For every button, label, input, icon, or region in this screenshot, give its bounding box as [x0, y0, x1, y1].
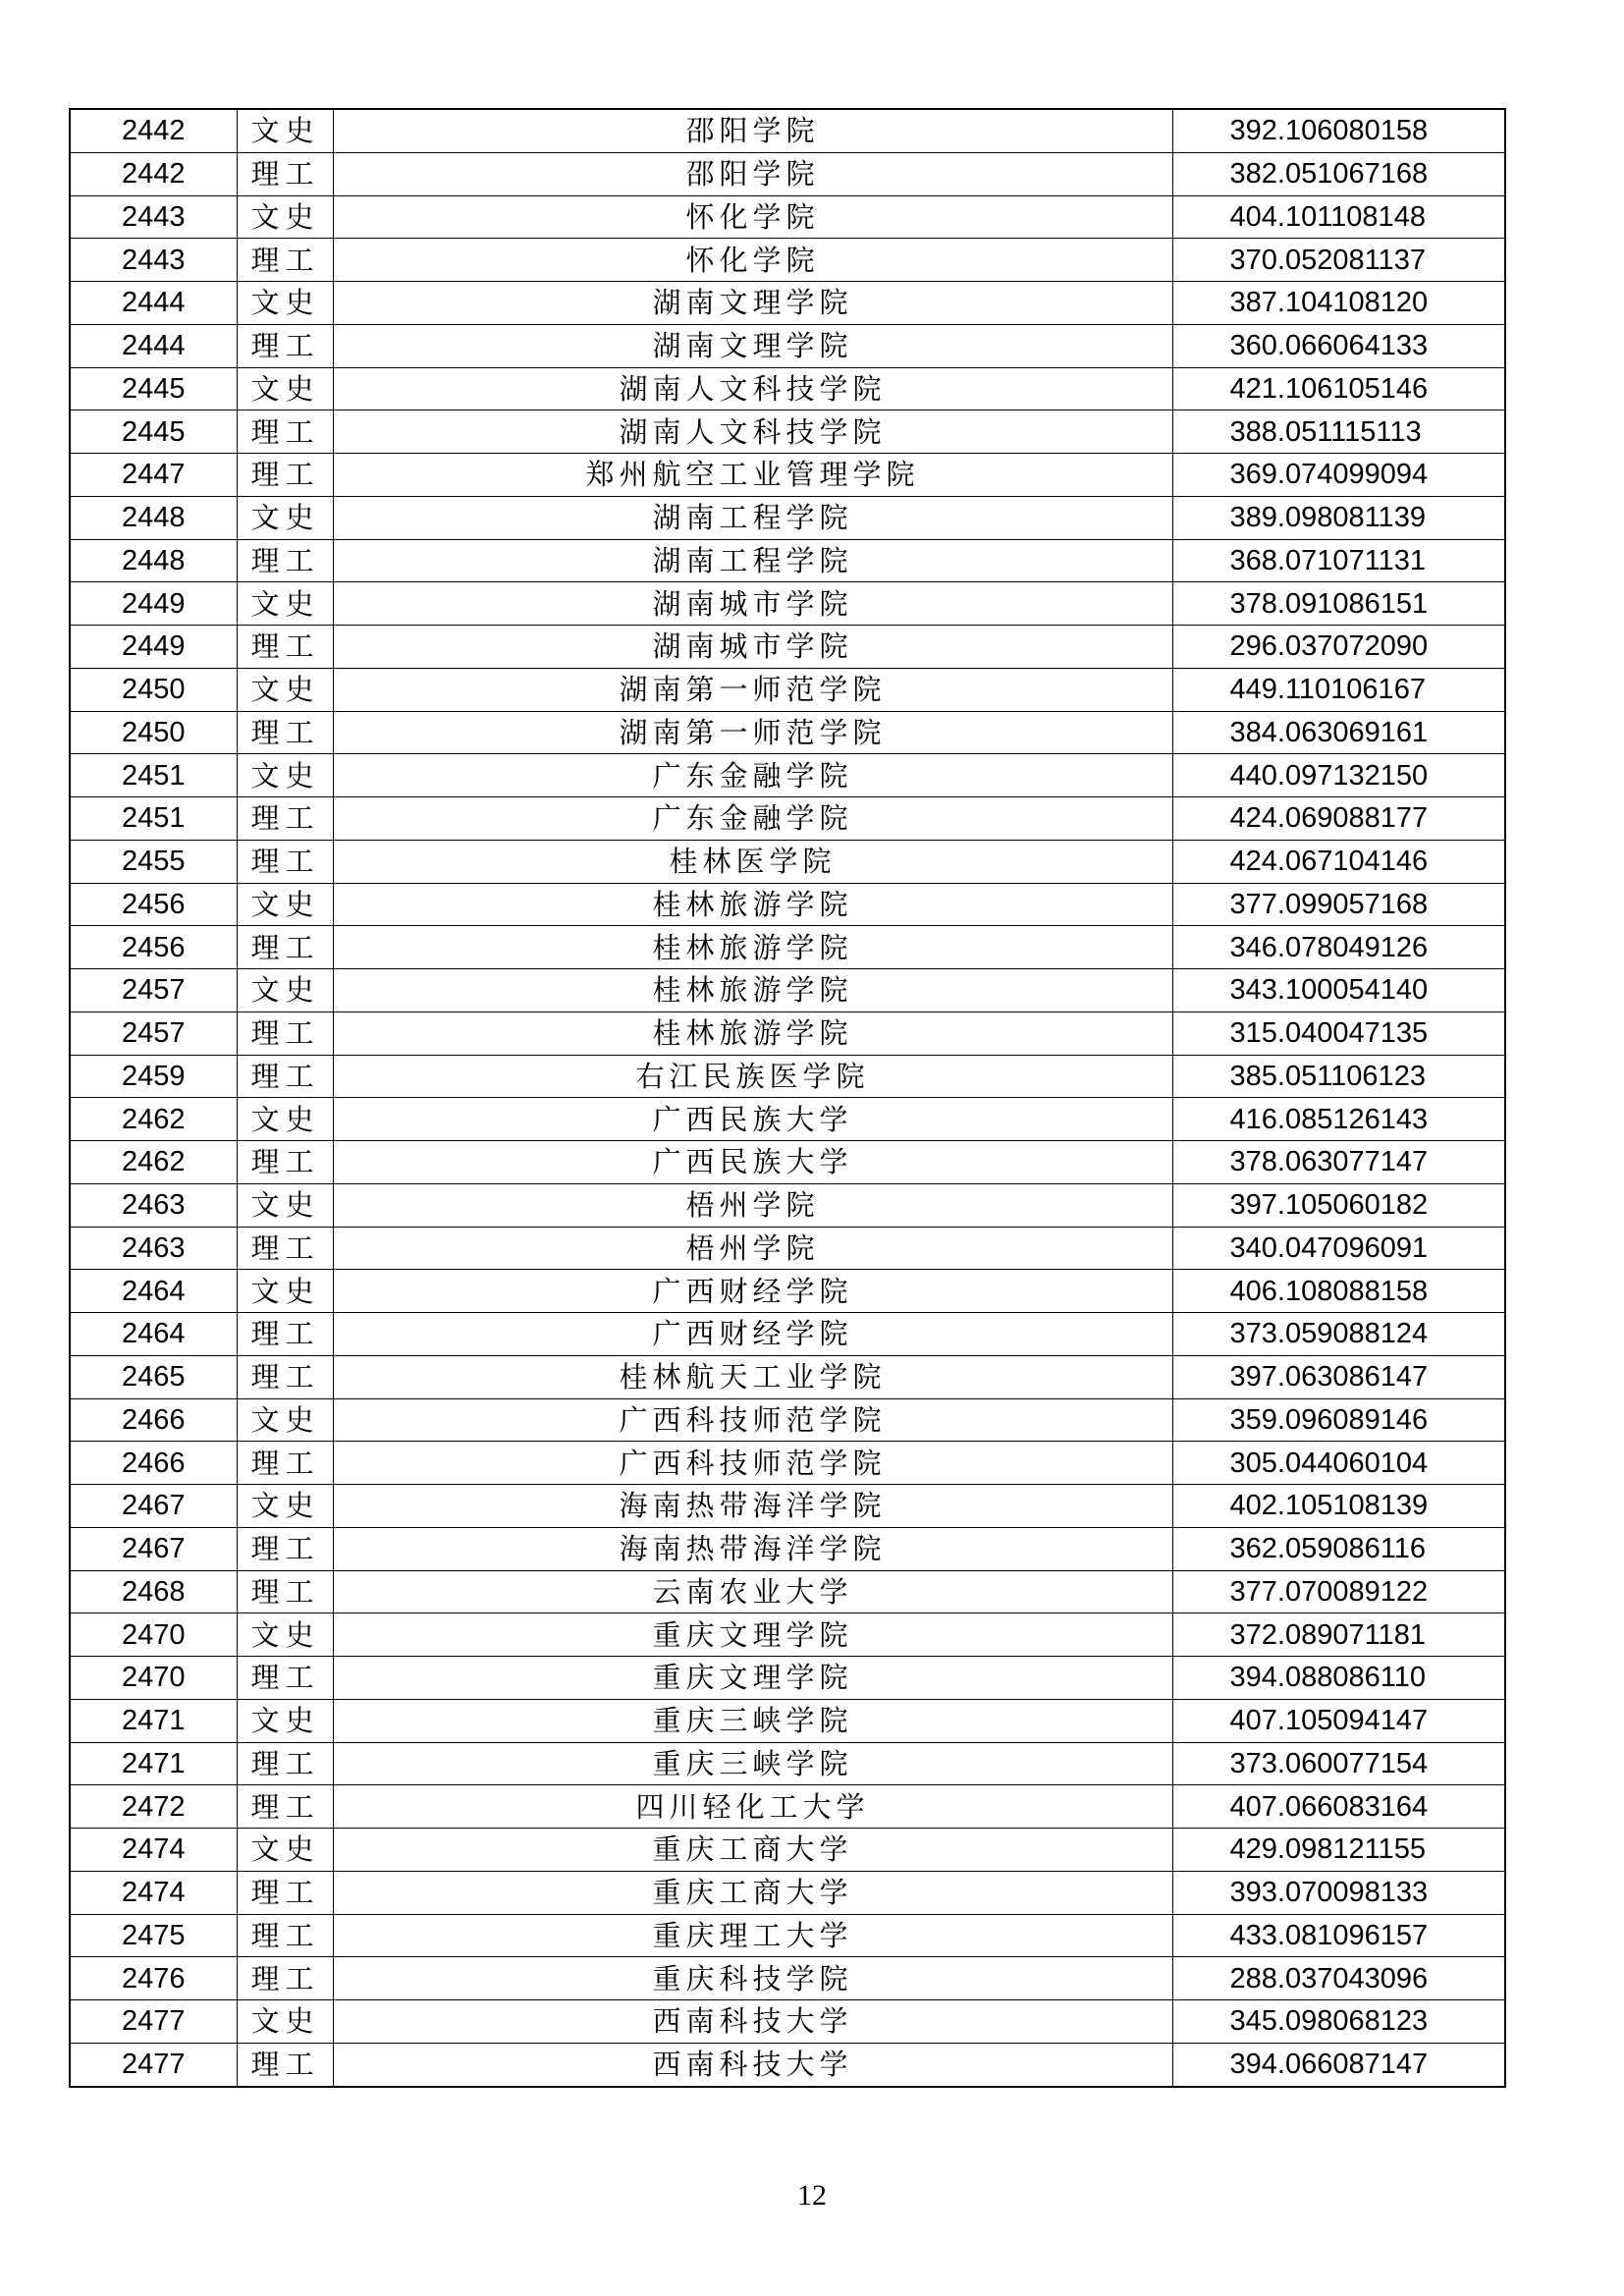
table-row: [70, 1183, 1505, 1227]
school-name-cell: 海南热带海洋学院: [333, 1527, 1172, 1570]
score-cell: 429.098121155: [1172, 1829, 1505, 1872]
school-name-cell: 桂林航天工业学院: [333, 1355, 1172, 1398]
school-name-cell: 广东金融学院: [333, 797, 1172, 841]
track-cell: 理工: [237, 410, 333, 454]
score-cell: 369.074099094: [1172, 454, 1505, 497]
track-cell: 文史: [237, 1398, 333, 1442]
track-cell: 文史: [237, 883, 333, 926]
school-name-cell: 重庆工商大学: [333, 1829, 1172, 1872]
track-cell: 理工: [237, 324, 333, 367]
score-cell: 378.091086151: [1172, 582, 1505, 626]
school-name-cell: 重庆理工大学: [333, 1914, 1172, 1957]
table-row: [70, 582, 1505, 626]
track-cell: 理工: [237, 1011, 333, 1055]
school-code-cell: 2455: [70, 840, 237, 883]
school-name-cell: 广西科技师范学院: [333, 1442, 1172, 1485]
score-cell: 433.081096157: [1172, 1914, 1505, 1957]
score-cell: 384.063069161: [1172, 711, 1505, 754]
score-cell: 440.097132150: [1172, 754, 1505, 797]
score-cell: 382.051067168: [1172, 152, 1505, 195]
school-name-cell: 广西财经学院: [333, 1313, 1172, 1356]
table-row: [70, 1871, 1505, 1914]
school-name-cell: 海南热带海洋学院: [333, 1485, 1172, 1528]
school-code-cell: 2470: [70, 1657, 237, 1700]
table-row: [70, 840, 1505, 883]
school-name-cell: 广西民族大学: [333, 1098, 1172, 1141]
table-row: [70, 1355, 1505, 1398]
table-row: [70, 539, 1505, 582]
school-name-cell: 重庆工商大学: [333, 1871, 1172, 1914]
table-row: [70, 195, 1505, 239]
track-cell: 理工: [237, 1957, 333, 2000]
table-row: [70, 367, 1505, 410]
school-code-cell: 2459: [70, 1055, 237, 1098]
table-row: [70, 1055, 1505, 1098]
school-name-cell: 湖南人文科技学院: [333, 410, 1172, 454]
school-code-cell: 2448: [70, 539, 237, 582]
track-cell: 理工: [237, 1527, 333, 1570]
table-row: [70, 1613, 1505, 1657]
track-cell: 理工: [237, 539, 333, 582]
school-name-cell: 梧州学院: [333, 1183, 1172, 1227]
score-cell: 359.096089146: [1172, 1398, 1505, 1442]
table-row: [70, 1570, 1505, 1613]
school-code-cell: 2465: [70, 1355, 237, 1398]
school-name-cell: 广东金融学院: [333, 754, 1172, 797]
school-code-cell: 2471: [70, 1742, 237, 1785]
score-cell: 340.047096091: [1172, 1227, 1505, 1270]
table-row: [70, 1742, 1505, 1785]
table-row: [70, 1657, 1505, 1700]
table-row: [70, 1227, 1505, 1270]
school-name-cell: 怀化学院: [333, 239, 1172, 282]
school-name-cell: 云南农业大学: [333, 1570, 1172, 1613]
school-name-cell: 广西科技师范学院: [333, 1398, 1172, 1442]
school-code-cell: 2463: [70, 1227, 237, 1270]
school-name-cell: 湖南文理学院: [333, 324, 1172, 367]
track-cell: 文史: [237, 1183, 333, 1227]
score-cell: 394.088086110: [1172, 1657, 1505, 1700]
table-row: [70, 2000, 1505, 2044]
table-row: [70, 1785, 1505, 1829]
table-row: [70, 668, 1505, 711]
school-code-cell: 2449: [70, 626, 237, 669]
school-name-cell: 湖南第一师范学院: [333, 668, 1172, 711]
score-cell: 397.063086147: [1172, 1355, 1505, 1398]
track-cell: 文史: [237, 1613, 333, 1657]
score-cell: 315.040047135: [1172, 1011, 1505, 1055]
school-name-cell: 重庆文理学院: [333, 1657, 1172, 1700]
score-cell: 362.059086116: [1172, 1527, 1505, 1570]
track-cell: 理工: [237, 1227, 333, 1270]
score-cell: 394.066087147: [1172, 2043, 1505, 2086]
school-code-cell: 2476: [70, 1957, 237, 2000]
school-code-cell: 2462: [70, 1141, 237, 1184]
table-row: [70, 324, 1505, 367]
school-code-cell: 2474: [70, 1871, 237, 1914]
school-name-cell: 湖南城市学院: [333, 626, 1172, 669]
table-row: [70, 1098, 1505, 1141]
track-cell: 文史: [237, 1098, 333, 1141]
school-name-cell: 郑州航空工业管理学院: [333, 454, 1172, 497]
score-cell: 404.101108148: [1172, 195, 1505, 239]
school-name-cell: 桂林旅游学院: [333, 969, 1172, 1012]
track-cell: 理工: [237, 2043, 333, 2086]
school-code-cell: 2444: [70, 324, 237, 367]
school-code-cell: 2445: [70, 367, 237, 410]
score-cell: 416.085126143: [1172, 1098, 1505, 1141]
table-row: [70, 926, 1505, 969]
page-number: 12: [797, 2179, 827, 2212]
score-cell: 346.078049126: [1172, 926, 1505, 969]
school-name-cell: 梧州学院: [333, 1227, 1172, 1270]
school-code-cell: 2444: [70, 282, 237, 325]
score-cell: 407.105094147: [1172, 1699, 1505, 1742]
track-cell: 理工: [237, 1141, 333, 1184]
score-cell: 288.037043096: [1172, 1957, 1505, 2000]
school-code-cell: 2470: [70, 1613, 237, 1657]
school-name-cell: 重庆三峡学院: [333, 1742, 1172, 1785]
score-cell: 305.044060104: [1172, 1442, 1505, 1485]
school-code-cell: 2477: [70, 2043, 237, 2086]
track-cell: 文史: [237, 2000, 333, 2044]
table-row: [70, 239, 1505, 282]
score-cell: 345.098068123: [1172, 2000, 1505, 2044]
score-cell: 406.108088158: [1172, 1270, 1505, 1313]
school-name-cell: 湖南第一师范学院: [333, 711, 1172, 754]
track-cell: 理工: [237, 1313, 333, 1356]
school-name-cell: 右江民族医学院: [333, 1055, 1172, 1098]
school-code-cell: 2468: [70, 1570, 237, 1613]
track-cell: 文史: [237, 1485, 333, 1528]
track-cell: 文史: [237, 109, 333, 152]
track-cell: 文史: [237, 496, 333, 539]
score-cell: 421.106105146: [1172, 367, 1505, 410]
school-name-cell: 桂林旅游学院: [333, 926, 1172, 969]
table-row: [70, 1141, 1505, 1184]
track-cell: 理工: [237, 1570, 333, 1613]
school-name-cell: 桂林旅游学院: [333, 883, 1172, 926]
school-name-cell: 西南科技大学: [333, 2043, 1172, 2086]
school-name-cell: 湖南人文科技学院: [333, 367, 1172, 410]
school-code-cell: 2477: [70, 2000, 237, 2044]
table-row: [70, 1957, 1505, 2000]
track-cell: 理工: [237, 1785, 333, 1829]
table-row: [70, 754, 1505, 797]
school-name-cell: 邵阳学院: [333, 152, 1172, 195]
school-code-cell: 2448: [70, 496, 237, 539]
school-code-cell: 2471: [70, 1699, 237, 1742]
track-cell: 理工: [237, 1355, 333, 1398]
school-code-cell: 2451: [70, 754, 237, 797]
track-cell: 文史: [237, 969, 333, 1012]
score-cell: 402.105108139: [1172, 1485, 1505, 1528]
table-row: [70, 1485, 1505, 1528]
table-row: [70, 1442, 1505, 1485]
score-cell: 387.104108120: [1172, 282, 1505, 325]
school-name-cell: 重庆三峡学院: [333, 1699, 1172, 1742]
table-row: [70, 626, 1505, 669]
score-cell: 372.089071181: [1172, 1613, 1505, 1657]
track-cell: 文史: [237, 1829, 333, 1872]
table-row: [70, 1914, 1505, 1957]
table-row: [70, 152, 1505, 195]
table-row: [70, 1398, 1505, 1442]
school-code-cell: 2472: [70, 1785, 237, 1829]
score-cell: 389.098081139: [1172, 496, 1505, 539]
table-row: [70, 282, 1505, 325]
school-name-cell: 湖南城市学院: [333, 582, 1172, 626]
school-name-cell: 湖南文理学院: [333, 282, 1172, 325]
track-cell: 文史: [237, 1699, 333, 1742]
school-code-cell: 2466: [70, 1442, 237, 1485]
table-row: [70, 711, 1505, 754]
table-row: [70, 1313, 1505, 1356]
school-name-cell: 重庆文理学院: [333, 1613, 1172, 1657]
score-cell: 368.071071131: [1172, 539, 1505, 582]
score-cell: 373.060077154: [1172, 1742, 1505, 1785]
school-code-cell: 2443: [70, 239, 237, 282]
track-cell: 理工: [237, 840, 333, 883]
table-row: [70, 109, 1505, 152]
school-code-cell: 2449: [70, 582, 237, 626]
school-name-cell: 重庆科技学院: [333, 1957, 1172, 2000]
school-code-cell: 2467: [70, 1527, 237, 1570]
score-cell: 449.110106167: [1172, 668, 1505, 711]
track-cell: 文史: [237, 1270, 333, 1313]
school-name-cell: 桂林旅游学院: [333, 1011, 1172, 1055]
school-code-cell: 2445: [70, 410, 237, 454]
table-row: [70, 883, 1505, 926]
table-row: [70, 410, 1505, 454]
score-cell: 360.066064133: [1172, 324, 1505, 367]
score-cell: 424.069088177: [1172, 797, 1505, 841]
track-cell: 文史: [237, 367, 333, 410]
school-code-cell: 2466: [70, 1398, 237, 1442]
admission-table: [69, 108, 1506, 2088]
track-cell: 理工: [237, 1657, 333, 1700]
track-cell: 理工: [237, 239, 333, 282]
school-name-cell: 怀化学院: [333, 195, 1172, 239]
school-name-cell: 广西民族大学: [333, 1141, 1172, 1184]
track-cell: 文史: [237, 668, 333, 711]
table-row: [70, 1270, 1505, 1313]
school-name-cell: 湖南工程学院: [333, 496, 1172, 539]
school-code-cell: 2451: [70, 797, 237, 841]
score-cell: 370.052081137: [1172, 239, 1505, 282]
track-cell: 理工: [237, 1055, 333, 1098]
table-row: [70, 969, 1505, 1012]
score-cell: 377.070089122: [1172, 1570, 1505, 1613]
score-cell: 424.067104146: [1172, 840, 1505, 883]
admission-table-container: [69, 108, 1504, 2088]
track-cell: 理工: [237, 1914, 333, 1957]
table-row: [70, 1699, 1505, 1742]
school-name-cell: 西南科技大学: [333, 2000, 1172, 2044]
table-row: [70, 2043, 1505, 2086]
track-cell: 文史: [237, 195, 333, 239]
score-cell: 388.051115113: [1172, 410, 1505, 454]
score-cell: 296.037072090: [1172, 626, 1505, 669]
school-code-cell: 2442: [70, 109, 237, 152]
table-row: [70, 496, 1505, 539]
school-code-cell: 2456: [70, 926, 237, 969]
track-cell: 理工: [237, 152, 333, 195]
school-name-cell: 四川轻化工大学: [333, 1785, 1172, 1829]
school-code-cell: 2462: [70, 1098, 237, 1141]
track-cell: 理工: [237, 1871, 333, 1914]
school-code-cell: 2457: [70, 1011, 237, 1055]
school-code-cell: 2464: [70, 1313, 237, 1356]
school-code-cell: 2467: [70, 1485, 237, 1528]
school-name-cell: 湖南工程学院: [333, 539, 1172, 582]
score-cell: 343.100054140: [1172, 969, 1505, 1012]
table-row: [70, 797, 1505, 841]
table-body: [70, 109, 1505, 2087]
track-cell: 理工: [237, 454, 333, 497]
school-code-cell: 2464: [70, 1270, 237, 1313]
school-code-cell: 2456: [70, 883, 237, 926]
score-cell: 385.051106123: [1172, 1055, 1505, 1098]
track-cell: 理工: [237, 1742, 333, 1785]
table-row: [70, 1011, 1505, 1055]
track-cell: 文史: [237, 582, 333, 626]
school-code-cell: 2475: [70, 1914, 237, 1957]
table-row: [70, 1829, 1505, 1872]
track-cell: 理工: [237, 626, 333, 669]
track-cell: 文史: [237, 282, 333, 325]
score-cell: 392.106080158: [1172, 109, 1505, 152]
track-cell: 理工: [237, 926, 333, 969]
school-code-cell: 2447: [70, 454, 237, 497]
school-name-cell: 邵阳学院: [333, 109, 1172, 152]
table-row: [70, 1527, 1505, 1570]
school-code-cell: 2463: [70, 1183, 237, 1227]
school-name-cell: 桂林医学院: [333, 840, 1172, 883]
school-code-cell: 2442: [70, 152, 237, 195]
school-code-cell: 2450: [70, 668, 237, 711]
track-cell: 文史: [237, 754, 333, 797]
school-code-cell: 2474: [70, 1829, 237, 1872]
score-cell: 377.099057168: [1172, 883, 1505, 926]
track-cell: 理工: [237, 711, 333, 754]
school-code-cell: 2443: [70, 195, 237, 239]
school-code-cell: 2450: [70, 711, 237, 754]
score-cell: 407.066083164: [1172, 1785, 1505, 1829]
score-cell: 373.059088124: [1172, 1313, 1505, 1356]
school-code-cell: 2457: [70, 969, 237, 1012]
score-cell: 378.063077147: [1172, 1141, 1505, 1184]
score-cell: 397.105060182: [1172, 1183, 1505, 1227]
track-cell: 理工: [237, 797, 333, 841]
score-cell: 393.070098133: [1172, 1871, 1505, 1914]
table-row: [70, 454, 1505, 497]
track-cell: 理工: [237, 1442, 333, 1485]
school-name-cell: 广西财经学院: [333, 1270, 1172, 1313]
